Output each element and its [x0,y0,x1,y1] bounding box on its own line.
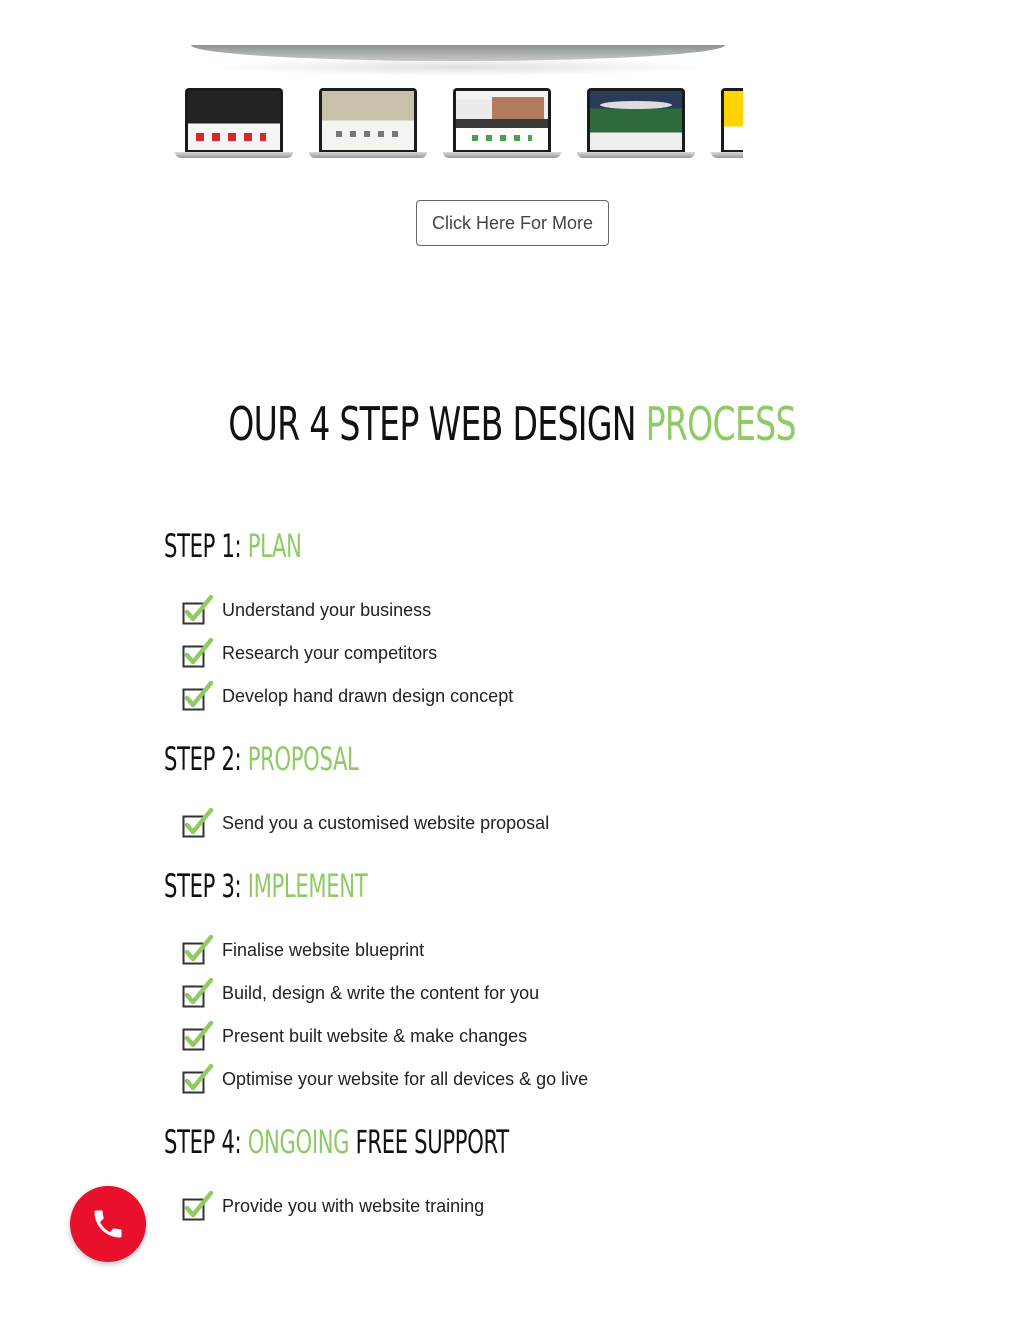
portfolio-laptop-5[interactable] [711,88,743,160]
list-item [182,638,437,668]
portfolio-carousel[interactable] [175,40,743,165]
website-thumbnail [322,91,414,150]
list-item [182,1064,588,1094]
portfolio-laptop-1[interactable] [175,88,297,160]
laptop-screen [587,88,685,152]
list-item [182,681,513,711]
item-text: Present built website & make changes [222,1025,528,1046]
step-1-heading [164,528,302,564]
title-accent: PROCESS [645,397,796,451]
checkbox-check-icon [182,1021,214,1051]
laptop-screen [721,88,743,152]
call-button[interactable] [70,1186,146,1262]
laptop-base [577,152,695,158]
step-prefix: STEP 2: [164,740,248,778]
checkbox-check-icon [182,681,214,711]
portfolio-laptop-4[interactable] [577,88,699,160]
checkbox-check-icon [182,978,214,1008]
step-accent: ONGOING [247,1123,350,1161]
step-accent: PROPOSAL [247,740,359,778]
list-item [182,1021,527,1051]
item-text: Understand your business [222,599,432,620]
laptop-base [443,152,561,158]
step-prefix: STEP 1: [164,527,248,565]
laptop-screen [185,88,283,152]
list-item [182,1191,484,1221]
step-3-heading [164,868,367,904]
laptop-base [175,152,293,158]
step-2-heading [164,741,358,777]
laptop-base [309,152,427,158]
checkbox-check-icon [182,638,214,668]
step-accent: PLAN [247,527,302,565]
checkbox-check-icon [182,808,214,838]
checkbox-check-icon [182,595,214,625]
click-here-for-more-button[interactable]: Click Here For More [416,200,609,246]
item-text: Develop hand drawn design concept [222,685,514,706]
list-item [182,935,424,965]
item-text: Provide you with website training [222,1195,485,1216]
step-prefix: STEP 4: [164,1123,248,1161]
step-prefix: STEP 3: [164,867,248,905]
portfolio-laptop-3[interactable] [443,88,565,160]
website-thumbnail [456,91,548,150]
step-accent: IMPLEMENT [247,867,368,905]
laptop-screen [319,88,417,152]
website-thumbnail [724,91,743,150]
step-suffix: FREE SUPPORT [349,1123,509,1161]
title-main: OUR 4 STEP WEB DESIGN [228,397,646,451]
item-text: Optimise your website for all devices & go live [222,1068,589,1089]
checkbox-check-icon [182,935,214,965]
process-title [143,396,880,452]
list-item [182,595,431,625]
list-item [182,978,539,1008]
shelf-shadow [205,58,715,76]
item-text: Send you a customised website proposal [222,812,550,833]
website-thumbnail [188,91,280,150]
step-4-heading [164,1124,509,1160]
laptop-base [711,152,743,158]
item-text: Build, design & write the content for you [222,982,540,1003]
checkbox-check-icon [182,1064,214,1094]
item-text: Finalise website blueprint [222,939,425,960]
phone-icon [90,1206,126,1242]
list-item [182,808,549,838]
checkbox-check-icon [182,1191,214,1221]
item-text: Research your competitors [222,642,438,663]
laptop-screen [453,88,551,152]
website-thumbnail [590,91,682,150]
portfolio-laptop-2[interactable] [309,88,431,160]
